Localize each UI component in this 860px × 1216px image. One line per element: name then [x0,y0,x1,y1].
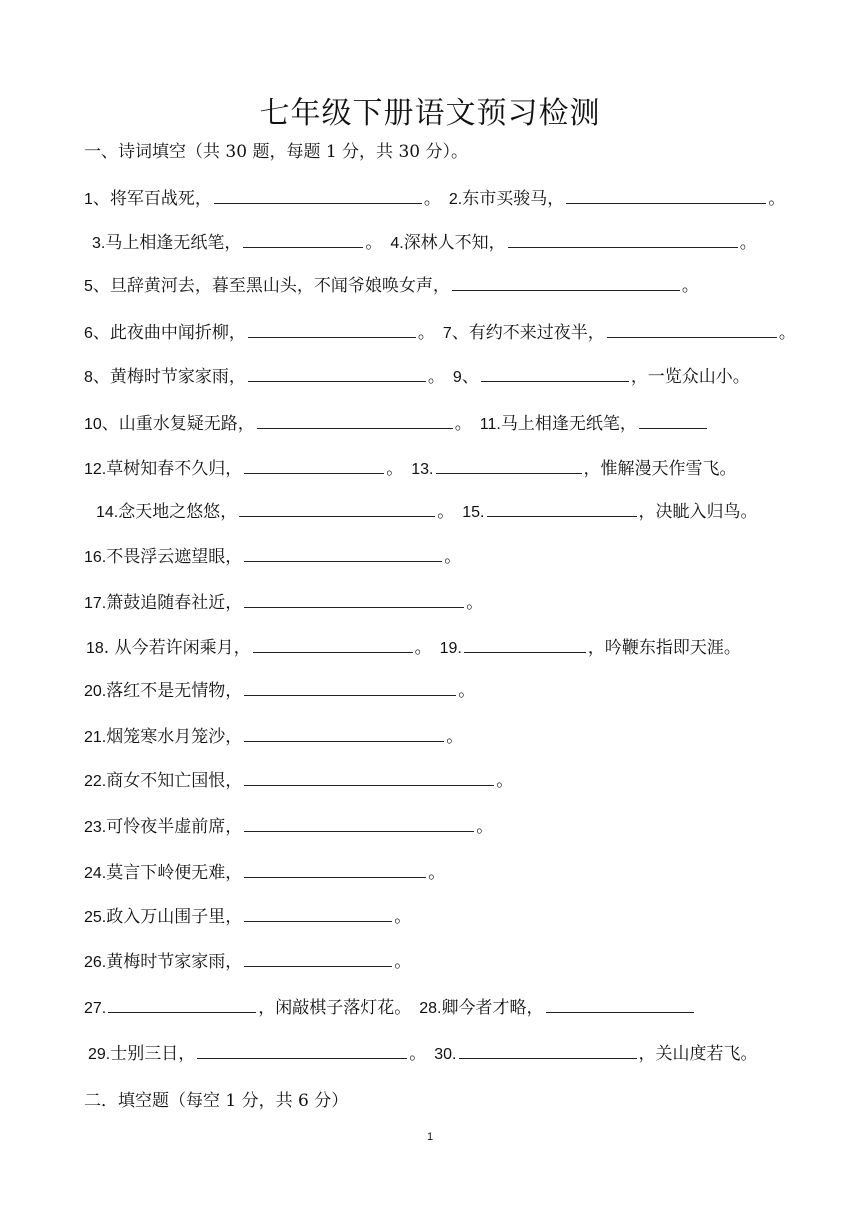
question-number: 4. [390,235,404,252]
question-punct: 。 [437,502,455,522]
answer-blank[interactable] [508,229,738,248]
question-punct: 。 [428,863,446,883]
answer-blank[interactable] [244,813,474,832]
answer-blank[interactable] [244,948,392,967]
answer-blank[interactable] [239,498,435,517]
question-punct: ，一览众山小。 [630,367,750,387]
question-number: 15. [462,504,485,521]
question-text: . 从今若许闲乘月， [103,638,251,658]
question-number: 11. [479,416,501,433]
question-number: 19. [439,640,462,657]
question-text: 莫言下岭便无难， [106,863,243,883]
question-line [84,589,780,617]
answer-blank[interactable] [639,410,707,429]
question-punct: 。 [423,189,441,209]
question-number: 10 [84,416,102,433]
question-text: 、旦辞黄河去，暮至黑山头，不闻爷娘唤女声， [92,276,450,296]
question-number: 5 [84,278,93,295]
question-text: 商女不知亡国恨， [106,771,243,791]
question-text: 、将军百战死， [92,189,212,209]
question-number: 23. [84,819,107,836]
question-punct: 。 [446,727,464,747]
question-punct: ，决眦入归鸟。 [638,502,758,522]
question-number: 24. [84,865,107,882]
question-text: 烟笼寒水月笼沙， [106,727,243,747]
question-number: 14. [96,504,119,521]
question-line [84,813,780,841]
question-text: 、黄梅时节家家雨， [92,367,246,387]
section-two-heading: 二．填空题（每空 1 分，共 6 分） [84,1091,349,1111]
answer-blank[interactable] [459,1040,637,1059]
question-text: 、山重水复疑无路， [101,414,255,434]
question-number: 18 [86,640,104,657]
question-number: 25. [84,909,107,926]
question-text: 黄梅时节家家雨， [106,952,243,972]
question-text: 士别三日， [110,1044,196,1064]
question-number: 16. [84,549,107,566]
question-number: 1 [84,191,93,208]
question-punct: 。 [496,771,514,791]
question-number: 26. [84,954,107,971]
question-line [84,272,780,300]
answer-blank[interactable] [244,677,456,696]
question-text: 可怜夜半虚前席， [106,817,243,837]
answer-blank[interactable] [248,319,416,338]
answer-blank[interactable] [436,455,582,474]
question-punct: 。 [681,276,699,296]
question-punct: 。 [394,907,412,927]
answer-blank[interactable] [243,229,363,248]
question-line [84,994,780,1022]
answer-blank[interactable] [481,363,629,382]
question-number: 2. [448,191,463,208]
question-line [84,410,780,438]
answer-blank[interactable] [244,859,426,878]
answer-blank[interactable] [244,903,392,922]
question-text: 马上相逢无纸笔， [500,414,637,434]
question-line [84,498,780,526]
question-line [84,543,780,571]
question-text: 东市买骏马， [462,189,565,209]
answer-blank[interactable] [566,185,766,204]
question-punct: 。 [768,189,786,209]
question-line [84,634,780,662]
question-line [84,363,780,391]
question-punct: ，吟鞭东指即天涯。 [587,638,741,658]
question-line [84,677,780,705]
answer-blank[interactable] [253,634,413,653]
question-line [84,948,780,976]
question-text: 深林人不知， [403,233,506,253]
question-punct: 。 [458,681,476,701]
page-title: 七年级下册语文预习检测 [259,96,601,131]
question-punct: 。 [386,459,404,479]
answer-blank[interactable] [546,994,694,1013]
answer-blank[interactable] [607,319,777,338]
question-number: 12. [84,461,107,478]
question-punct: ，惟解漫天作雪飞。 [583,459,737,479]
question-number: 28. [419,1000,442,1017]
question-punct: 。 [466,593,484,613]
question-line [84,319,796,347]
question-number: 17. [84,595,107,612]
question-text: 不畏浮云遮望眼， [106,547,243,567]
answer-blank[interactable] [244,767,494,786]
question-text: 念天地之悠悠， [118,502,238,522]
answer-blank[interactable] [197,1040,407,1059]
question-number: 27. [84,1000,107,1017]
question-text: 、此夜曲中闻折柳， [92,323,246,343]
question-text: 箫鼓追随春社近， [106,593,243,613]
question-punct: ，关山度若飞。 [638,1044,758,1064]
answer-blank[interactable] [464,634,586,653]
answer-blank[interactable] [244,723,444,742]
question-number: 8 [84,369,93,386]
question-number: 20. [84,683,107,700]
question-line [84,723,780,751]
question-number: 21. [84,729,107,746]
question-number: 29. [88,1046,111,1063]
question-text: 落红不是无情物， [106,681,243,701]
answer-blank[interactable] [244,589,464,608]
answer-blank[interactable] [257,410,453,429]
section-one-heading: 一、诗词填空（共 30 题，每题 1 分，共 30 分）。 [84,142,469,162]
question-line [84,859,780,887]
question-text: 马上相逢无纸笔， [105,233,242,253]
question-punct: 。 [778,323,796,343]
answer-blank[interactable] [248,363,426,382]
question-punct: 。 [444,547,462,567]
question-text: 草树知春不久归， [106,459,243,479]
question-number: 6 [84,325,93,342]
question-punct: 。 [365,233,383,253]
question-number: 30. [434,1046,457,1063]
question-line [84,185,786,213]
question-text: 、有约不来过夜半， [451,323,605,343]
question-punct: 。 [454,414,472,434]
question-number: 3. [92,235,106,252]
answer-blank[interactable] [244,455,384,474]
question-line [84,903,780,931]
question-line [84,229,780,257]
question-number: 13. [411,461,434,478]
question-punct: 。 [409,1044,427,1064]
question-punct: 。 [739,233,757,253]
question-line [84,767,780,795]
question-punct: 。 [427,367,445,387]
answer-blank[interactable] [214,185,422,204]
question-punct: 。 [414,638,432,658]
answer-blank[interactable] [108,994,256,1013]
question-number: 9 [452,369,462,386]
question-text: 、 [461,367,479,387]
question-punct: ，闲敲棋子落灯花。 [258,998,412,1018]
question-punct: 。 [394,952,412,972]
question-punct: 。 [476,817,494,837]
question-number: 22. [84,773,107,790]
answer-blank[interactable] [452,272,680,291]
question-line [84,1040,780,1068]
page-number: 1 [426,1131,434,1143]
question-punct: 。 [417,323,435,343]
answer-blank[interactable] [244,543,442,562]
question-number: 7 [442,325,452,342]
question-text: 卿今者才略， [441,998,544,1018]
answer-blank[interactable] [487,498,637,517]
question-line [84,455,780,483]
question-text: 政入万山围子里， [106,907,243,927]
